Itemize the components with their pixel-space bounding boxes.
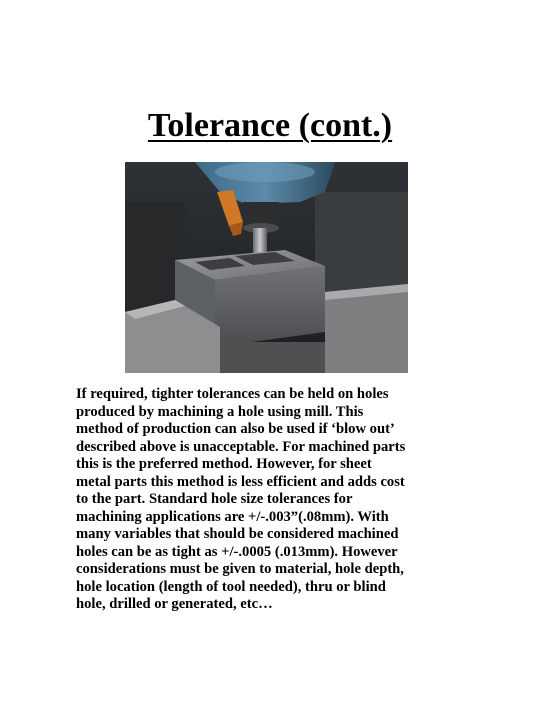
slide-title: Tolerance (cont.) <box>147 107 393 144</box>
milling-machine-photo <box>125 162 408 373</box>
body-paragraph: If required, tighter tolerances can be held on holes produced by machining a hole using mill. This method of production can also be used if ‘blow out’ described above is unacceptable. For machined parts this is the preferred method. However, for sheet metal parts this method is less efficient and adds cost to the part. Standard hole size tolerances for machining applications are +/-.003”(.08mm). With many variables that should be considered machined holes can be as tight as +/-.0005 (.013mm). However considerations must be given to material, hole depth, hole location (length of tool needed), thru or blind hole, drilled or generated, etc… <box>76 386 406 612</box>
